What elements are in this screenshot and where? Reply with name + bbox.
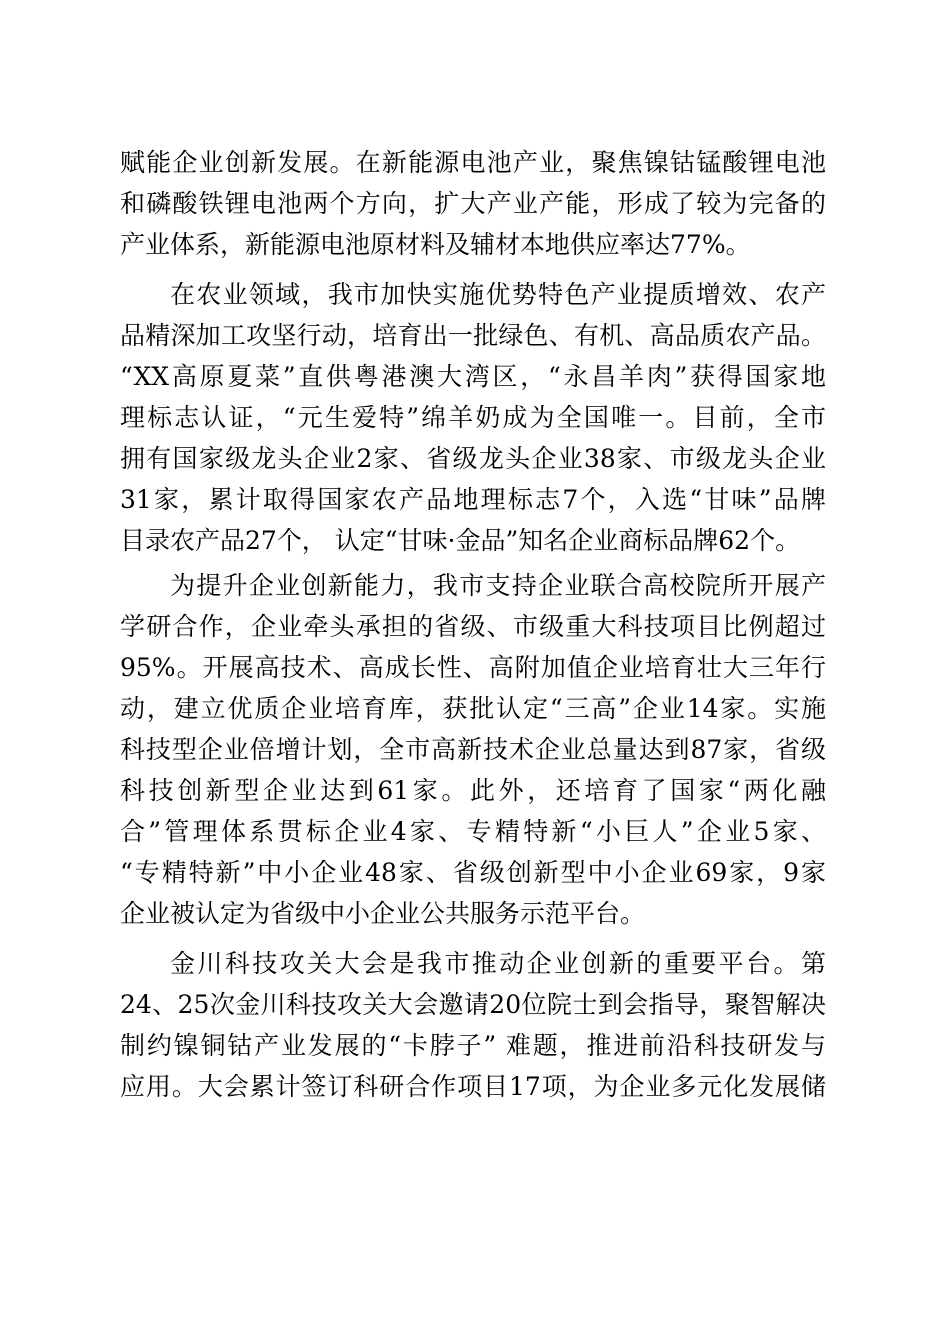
- paragraph-4-line-3: 制约镍铜钴产业发展的“卡脖子” 难题，推进前沿科技研发与: [120, 1031, 826, 1060]
- paragraph-3-line-4: 动，建立优质企业培育库，获批认定“三高”企业14家。实施: [120, 694, 826, 723]
- paragraph-3-line-5: 科技型企业倍增计划，全市高新技术企业总量达到87家，省级: [120, 735, 826, 764]
- paragraph-2-line-5: 拥有国家级龙头企业2家、省级龙头企业38家、市级龙头企业: [120, 444, 826, 473]
- paragraph-1-line-3: 产业体系，新能源电池原材料及辅材本地供应率达77%。: [120, 230, 751, 259]
- paragraph-4-line-2: 24、25次金川科技攻关大会邀请20位院士到会指导，聚智解决: [120, 990, 826, 1019]
- paragraph-3-line-9: 企业被认定为省级中小企业公共服务示范平台。: [120, 899, 646, 928]
- paragraph-3-line-2: 学研合作，企业牵头承担的省级、市级重大科技项目比例超过: [120, 612, 826, 641]
- paragraph-2-line-2: 品精深加工攻坚行动，培育出一批绿色、有机、高品质农产品。: [120, 321, 826, 350]
- paragraph-3-line-3: 95%。开展高技术、高成长性、高附加值企业培育壮大三年行: [120, 653, 826, 682]
- paragraph-1-line-2: 和磷酸铁锂电池两个方向，扩大产业产能，形成了较为完备的: [120, 189, 826, 218]
- paragraph-2-line-6: 31家，累计取得国家农产品地理标志7个，入选“甘味”品牌: [120, 485, 826, 514]
- paragraph-4-line-1: 金川科技攻关大会是我市推动企业创新的重要平台。第: [170, 949, 826, 978]
- paragraph-3-line-7: 合”管理体系贯标企业4家、专精特新“小巨人”企业5家、: [120, 817, 826, 846]
- paragraph-4-line-4: 应用。大会累计签订科研合作项目17项，为企业多元化发展储: [120, 1072, 826, 1101]
- paragraph-2-line-4: 理标志认证，“元生爱特”绵羊奶成为全国唯一。目前，全市: [120, 403, 826, 432]
- paragraph-1-line-1: 赋能企业创新发展。在新能源电池产业，聚焦镍钴锰酸锂电池: [120, 148, 826, 177]
- paragraph-3-line-6: 科技创新型企业达到61家。此外，还培育了国家“两化融: [120, 776, 826, 805]
- paragraph-2-line-1: 在农业领域，我市加快实施优势特色产业提质增效、农产: [170, 280, 826, 309]
- paragraph-3-line-1: 为提升企业创新能力，我市支持企业联合高校院所开展产: [170, 571, 826, 600]
- paragraph-2-line-7: 目录农产品27个， 认定“甘味·金品”知名企业商标品牌62个。: [120, 526, 801, 555]
- paragraph-2-line-3: “XX高原夏菜”直供粤港澳大湾区，“永昌羊肉”获得国家地: [120, 362, 826, 391]
- paragraph-3-line-8: “专精特新”中小企业48家、省级创新型中小企业69家，9家: [120, 858, 826, 887]
